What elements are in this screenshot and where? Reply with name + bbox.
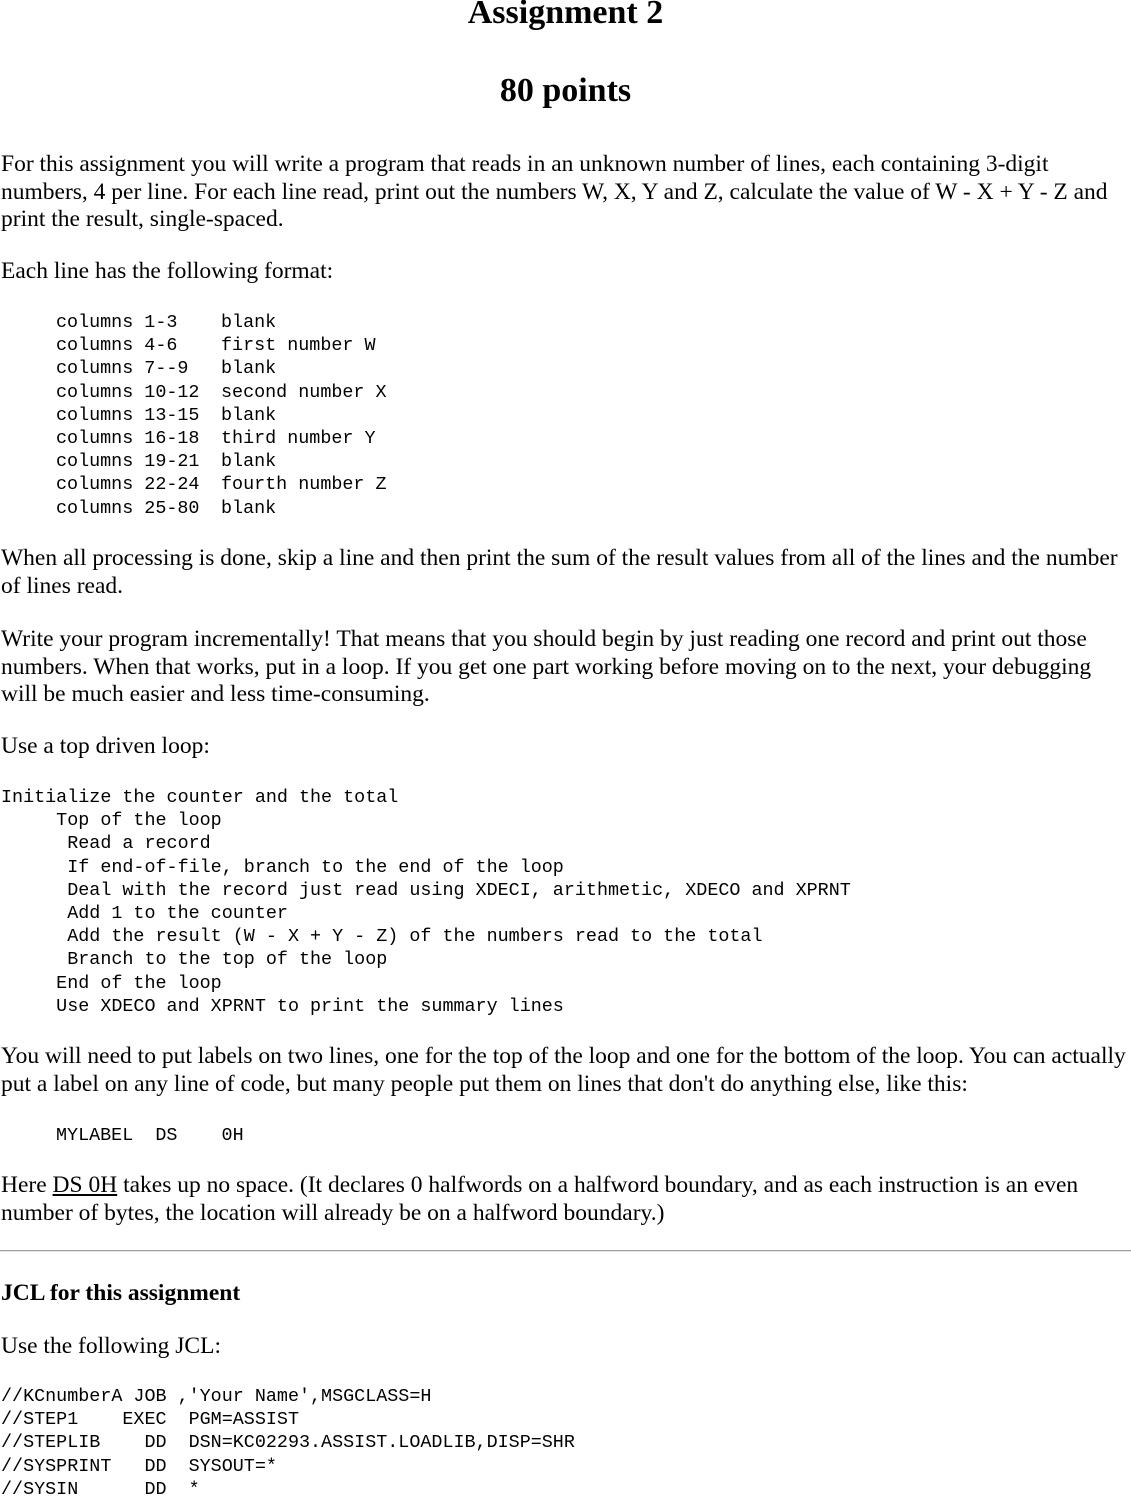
format-intro: Each line has the following format: [1,258,334,284]
jcl-line: //STEPLIB DD DSN=KC02293.ASSIST.LOADLIB,DISP=SHR [1,1432,575,1454]
pseudocode-line: If end-of-file, branch to the end of the loop [1,856,564,878]
pseudocode-line: Add 1 to the counter [1,902,288,924]
format-row [56,450,387,473]
pseudocode-line: Use XDECO and XPRNT to print the summary lines [1,995,564,1017]
format-row [56,381,387,404]
format-description: blank [221,451,277,473]
format-columns: columns 25-80 [56,497,200,519]
points-heading: 80 points [499,72,632,109]
pseudocode-line: Branch to the top of the loop [1,949,388,971]
loop-intro: Use a top driven loop: [1,733,210,759]
ds-paragraph [1,1172,1131,1227]
format-row [56,427,387,450]
format-columns: columns 1-3 [56,312,178,333]
pseudocode-line: Add the result (W - X + Y - Z) of the numbers read to the total [1,926,763,948]
ds-0h-link[interactable]: DS 0H [52,1172,118,1198]
label-example-code [1,1124,244,1147]
jcl-line: //SYSPRINT DD SYSOUT=* [1,1455,277,1477]
format-columns: columns 22-24 [56,474,200,496]
pseudocode-line: Deal with the record just read using XDECI, arithmetic, XDECO and XPRNT [1,879,851,901]
labels-paragraph: You will need to put labels on two lines, one for the top of the loop and one for the bottom of the loop. You can actually put a label on any line of code, but many people put them on lines that don't do anything else, like this: [1,1043,1126,1097]
ds-prefix: Here [1,1172,53,1198]
format-row [56,334,387,357]
format-columns: columns 7--9 [56,358,189,380]
jcl-intro: Use the following JCL: [1,1333,221,1359]
format-row [56,473,387,496]
incremental-paragraph: Write your program incrementally! That means that you should begin by just reading one record and print out those numbers. When that works, put in a loop. If you get one part working before moving on to the next, your debugging will be much easier and less time-consuming. [1,626,1092,707]
page-title: Assignment 2 [467,0,664,31]
pseudocode-line: Initialize the counter and the total [1,787,399,808]
format-row [56,404,387,427]
format-columns: columns 19-21 [56,451,200,473]
intro-paragraph: For this assignment you will write a program that reads in an unknown number of lines, each containing 3-digit numbers, 4 per line. For each line read, print out the numbers W, X, Y and Z, calculate the value of W - X + Y - Z and print the result, single-spaced. [1,151,1108,232]
loop-pseudocode [1,786,851,1018]
format-description: blank [221,404,277,426]
format-description: fourth number Z [221,474,387,496]
jcl-line: //KCnumberA JOB ,'Your Name',MSGCLASS=H [1,1386,432,1407]
label-example: MYLABEL DS 0H [56,1125,244,1146]
format-description: second number X [221,381,387,403]
after-processing-paragraph: When all processing is done, skip a line and then print the sum of the result values from all of the lines and the number of lines read. [1,545,1118,599]
format-columns: columns 13-15 [56,404,200,426]
format-columns: columns 10-12 [56,381,200,403]
format-description: blank [221,497,277,519]
format-columns: columns 16-18 [56,427,200,449]
format-row [56,357,387,380]
pseudocode-line: Top of the loop [1,810,222,832]
format-description: third number Y [221,427,376,449]
format-description: blank [221,312,277,333]
jcl-line: //STEP1 EXEC PGM=ASSIST [1,1409,299,1431]
format-row [56,311,387,334]
format-columns: columns 4-6 [56,335,178,357]
jcl-heading: JCL for this assignment [1,1280,241,1306]
section-divider [0,1250,1131,1252]
pseudocode-line: End of the loop [1,972,222,994]
jcl-line: //SYSIN DD * [1,1478,200,1500]
format-description: first number W [221,335,376,357]
pseudocode-line: Read a record [1,833,211,855]
format-description: blank [221,358,277,380]
format-row [56,497,387,520]
format-table [1,311,387,520]
jcl-code [1,1385,575,1501]
ds-suffix: takes up no space. (It declares 0 halfwords on a halfword boundary, and as each instruction is an even number of bytes, the location will already be on a halfword boundary.) [1,1172,1079,1226]
